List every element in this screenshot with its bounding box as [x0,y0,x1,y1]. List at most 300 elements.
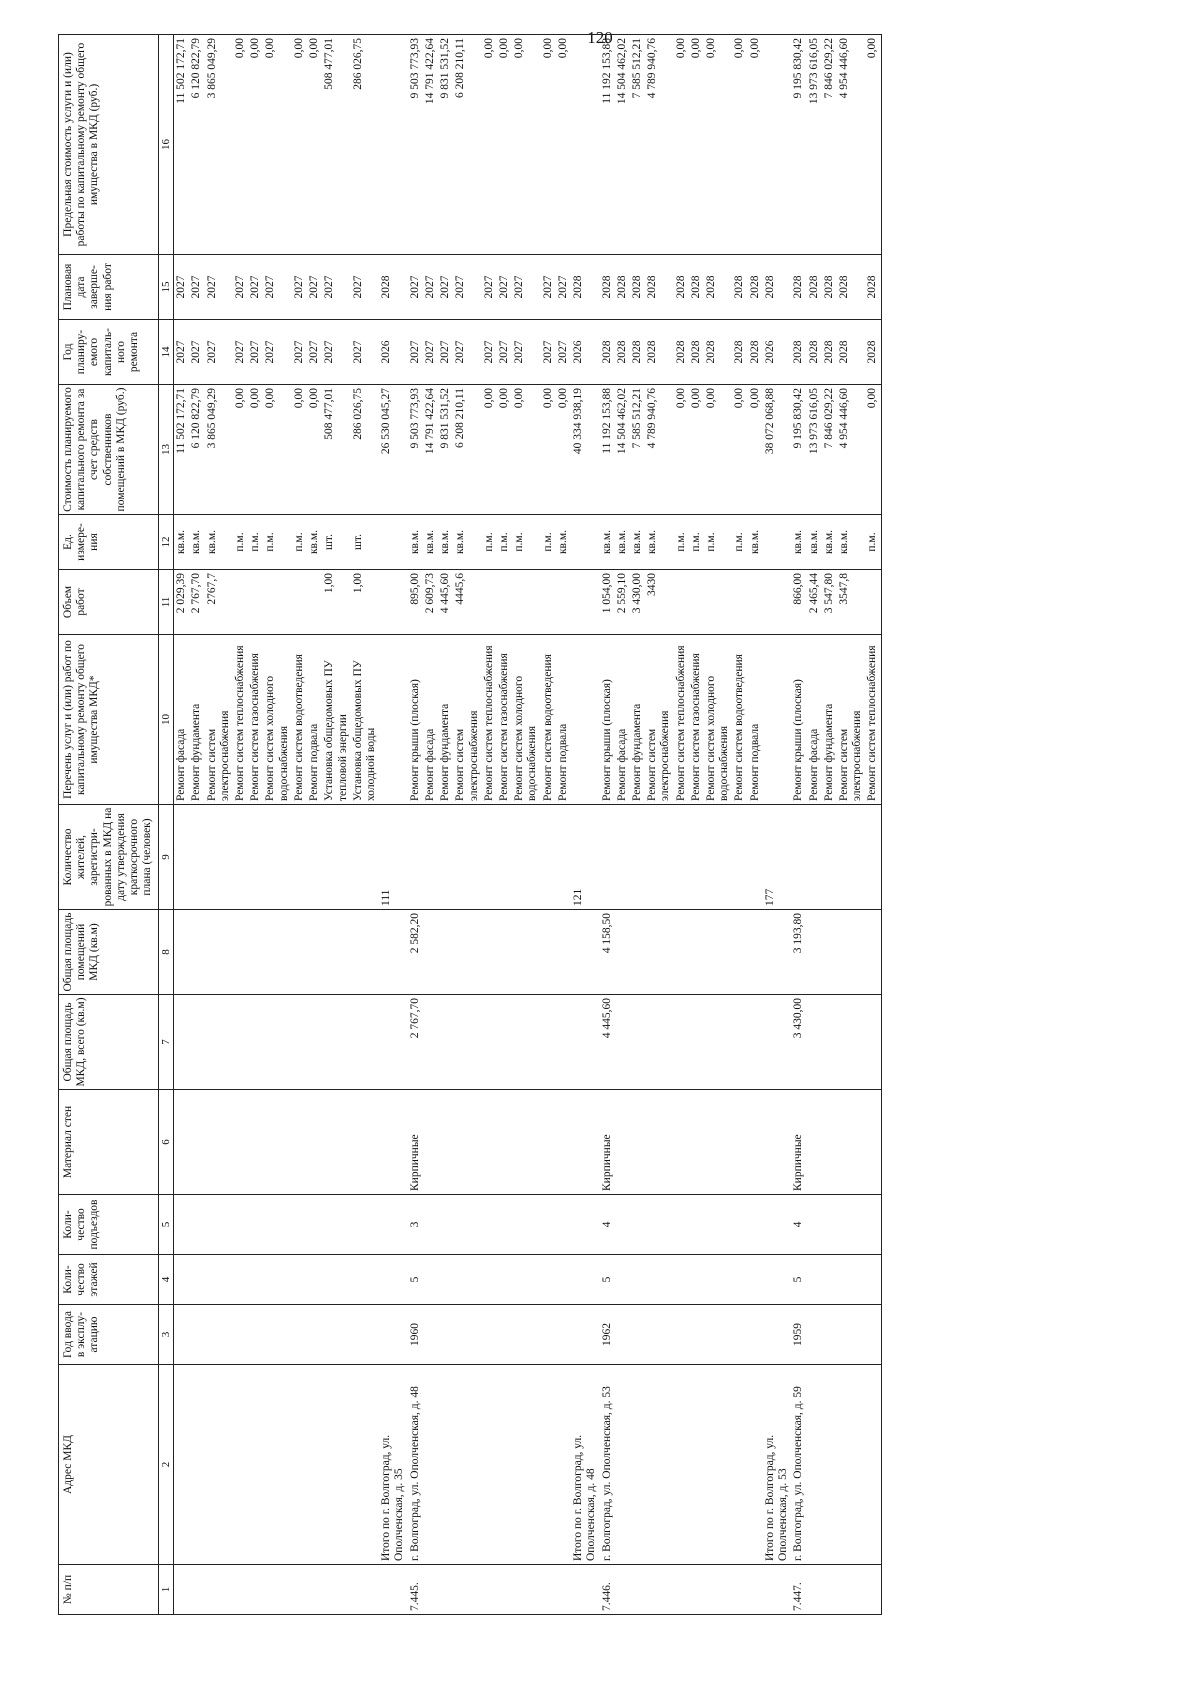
cell-col-12: кв.м. [408,515,423,570]
cell-col-1 [615,1565,630,1615]
cell-col-9 [704,805,732,910]
cell-col-10: Ремонт систем газоснабжения [497,635,512,805]
cell-col-10: Ремонт крыши (плоская) [791,635,806,805]
cell-col-2 [807,1365,822,1565]
cell-col-11: 3430 [645,570,673,635]
cell-col-14: 2028 [615,320,630,385]
column-number-8: 8 [158,910,174,995]
cell-col-8 [322,910,350,995]
cell-col-8 [748,910,763,995]
cell-col-7 [379,995,407,1090]
cell-col-7 [174,995,190,1090]
cell-col-16: 9 831 531,52 [438,35,453,255]
cell-col-9 [615,805,630,910]
cell-col-10: Ремонт фундамента [822,635,837,805]
cell-col-15: 2027 [408,255,423,320]
cell-col-1 [379,1565,407,1615]
cell-col-13: 9 195 830,42 [791,385,806,515]
cell-col-5 [497,1195,512,1255]
cell-col-3: 1959 [791,1305,806,1365]
cell-col-9 [541,805,556,910]
cell-col-11 [541,570,556,635]
cell-col-4 [322,1255,350,1305]
cell-col-11 [674,570,689,635]
cell-col-8 [292,910,307,995]
cell-col-2: г. Волгоград, ул. Ополченская, д. 48 [408,1365,423,1565]
cell-col-4 [482,1255,497,1305]
cell-col-10: Ремонт фасада [423,635,438,805]
cell-col-16: 11 192 153,88 [600,35,615,255]
cell-col-3 [807,1305,822,1365]
table-row [674,35,689,1615]
column-header-7: Общая площадь МКД, всего (кв.м) [59,995,159,1090]
cell-col-15: 2028 [704,255,732,320]
column-header-12: Ед. измере-ния [59,515,159,570]
cell-col-14: 2028 [837,320,865,385]
cell-col-8 [423,910,438,995]
cell-col-11: 2 559,10 [615,570,630,635]
column-number-5: 5 [158,1195,174,1255]
table-row [822,35,837,1615]
cell-col-7 [763,995,791,1090]
cell-col-1 [645,1565,673,1615]
cell-col-9 [791,805,806,910]
cell-col-12: шт. [351,515,379,570]
cell-col-1 [307,1565,322,1615]
cell-col-13: 6 120 822,79 [189,385,204,515]
page-number: 120 [587,28,613,47]
cell-col-13: 0,00 [497,385,512,515]
cell-col-4: 5 [600,1255,615,1305]
cell-col-9 [630,805,645,910]
cell-col-11: 4 445,60 [438,570,453,635]
cell-col-11 [556,570,571,635]
cell-col-12: кв.м. [600,515,615,570]
cell-col-3 [307,1305,322,1365]
cell-col-13: 3 865 049,29 [205,385,233,515]
cell-col-13: 0,00 [674,385,689,515]
cell-col-12: п.м. [541,515,556,570]
cell-col-8 [541,910,556,995]
cell-col-13: 0,00 [482,385,497,515]
column-header-15: Плановая дата заверше-ния работ [59,255,159,320]
cell-col-7 [189,995,204,1090]
cell-col-12: кв.м. [630,515,645,570]
cell-col-8 [732,910,747,995]
cell-col-16: 0,00 [556,35,571,255]
cell-col-4 [423,1255,438,1305]
cell-col-15: 2027 [512,255,540,320]
cell-col-4 [689,1255,704,1305]
cell-col-8 [438,910,453,995]
cell-col-6 [732,1090,747,1195]
cell-col-7: 3 430,00 [791,995,806,1090]
cell-col-3 [438,1305,453,1365]
cell-col-6 [674,1090,689,1195]
cell-col-13: 0,00 [556,385,571,515]
cell-col-7 [438,995,453,1090]
cell-col-13: 0,00 [748,385,763,515]
cell-col-12: кв.м. [645,515,673,570]
cell-col-10: Ремонт фундамента [630,635,645,805]
column-number-1: 1 [158,1565,174,1615]
cell-col-5 [423,1195,438,1255]
cell-col-16: 0,00 [307,35,322,255]
table-row [645,35,673,1615]
cell-col-13: 0,00 [248,385,263,515]
cell-col-7 [248,995,263,1090]
cell-col-5 [615,1195,630,1255]
cell-col-16: 7 846 029,22 [822,35,837,255]
cell-col-3 [571,1305,599,1365]
cell-col-9 [645,805,673,910]
table-row [615,35,630,1615]
cell-col-2 [837,1365,865,1565]
cell-col-1 [630,1565,645,1615]
cell-col-2 [645,1365,673,1565]
cell-col-9 [322,805,350,910]
cell-col-8 [379,910,407,995]
cell-col-11: 2 465,44 [807,570,822,635]
cell-col-13: 6 208 210,11 [453,385,481,515]
cell-col-11: 866,00 [791,570,806,635]
cell-col-3 [748,1305,763,1365]
cell-col-1 [482,1565,497,1615]
cell-col-6 [248,1090,263,1195]
cell-col-13: 26 530 045,27 [379,385,407,515]
cell-col-15: 2028 [645,255,673,320]
cell-col-14: 2028 [674,320,689,385]
cell-col-9 [189,805,204,910]
cell-col-12 [571,515,599,570]
cell-col-11 [512,570,540,635]
cell-col-12 [763,515,791,570]
cell-col-15: 2028 [600,255,615,320]
cell-col-5: 4 [791,1195,806,1255]
cell-col-10: Ремонт систем холодного водоснабжения [512,635,540,805]
table-row [438,35,453,1615]
column-number-16: 16 [158,35,174,255]
cell-col-11: 1,00 [322,570,350,635]
cell-col-16: 4 954 446,60 [837,35,865,255]
table-row [292,35,307,1615]
cell-col-16: 0,00 [865,35,881,255]
cell-col-1 [205,1565,233,1615]
cell-col-5 [174,1195,190,1255]
cell-col-4 [645,1255,673,1305]
cell-col-14: 2027 [174,320,190,385]
cell-col-12: шт. [322,515,350,570]
cell-col-5 [763,1195,791,1255]
cell-col-6 [822,1090,837,1195]
cell-col-12: п.м. [482,515,497,570]
cell-col-10: Ремонт систем водоотведения [292,635,307,805]
cell-col-9 [233,805,248,910]
cell-col-2 [233,1365,248,1565]
cell-col-16: 0,00 [248,35,263,255]
cell-col-1 [512,1565,540,1615]
cell-col-4 [704,1255,732,1305]
table-row [837,35,865,1615]
cell-col-15: 2027 [482,255,497,320]
table-row [732,35,747,1615]
cell-col-11 [307,570,322,635]
cell-col-9 [292,805,307,910]
cell-col-5 [822,1195,837,1255]
cell-col-10: Ремонт фундамента [438,635,453,805]
cell-col-4 [807,1255,822,1305]
cell-col-16: 0,00 [748,35,763,255]
cell-col-4 [512,1255,540,1305]
cell-col-3 [822,1305,837,1365]
cell-col-13: 0,00 [233,385,248,515]
cell-col-9: 177 [763,805,791,910]
cell-col-16: 6 120 822,79 [189,35,204,255]
cell-col-7 [822,995,837,1090]
cell-col-14: 2027 [482,320,497,385]
cell-col-16: 11 502 172,71 [174,35,190,255]
table-row [189,35,204,1615]
cell-col-1 [807,1565,822,1615]
cell-col-4 [189,1255,204,1305]
column-number-13: 13 [158,385,174,515]
cell-col-3 [674,1305,689,1365]
cell-col-10: Установка общедомовых ПУ тепловой энергии [322,635,350,805]
cell-col-8: 4 158,50 [600,910,615,995]
cell-col-5 [248,1195,263,1255]
cell-col-7 [322,995,350,1090]
cell-col-14: 2027 [292,320,307,385]
cell-col-7 [732,995,747,1090]
cell-col-12: кв.м. [837,515,865,570]
cell-col-7 [704,995,732,1090]
cell-col-2 [865,1365,881,1565]
cell-col-3 [865,1305,881,1365]
cell-col-8 [645,910,673,995]
cell-col-1 [248,1565,263,1615]
column-number-14: 14 [158,320,174,385]
cell-col-16: 13 973 616,05 [807,35,822,255]
cell-col-13: 0,00 [689,385,704,515]
cell-col-1 [423,1565,438,1615]
cell-col-1 [763,1565,791,1615]
cell-col-11 [263,570,291,635]
cell-col-5 [865,1195,881,1255]
cell-col-6 [205,1090,233,1195]
cell-col-6 [438,1090,453,1195]
cell-col-11 [497,570,512,635]
cell-col-2 [822,1365,837,1565]
cell-col-4 [453,1255,481,1305]
table-row [233,35,248,1615]
cell-col-9 [600,805,615,910]
cell-col-12: п.м. [292,515,307,570]
cell-col-10: Ремонт подвала [748,635,763,805]
column-header-11: Объем работ [59,570,159,635]
cell-col-13: 0,00 [732,385,747,515]
cell-col-11: 3547,8 [837,570,865,635]
cell-col-9 [497,805,512,910]
cell-col-4: 5 [408,1255,423,1305]
table-row [351,35,379,1615]
cell-col-5 [837,1195,865,1255]
cell-col-5: 3 [408,1195,423,1255]
column-number-15: 15 [158,255,174,320]
cell-col-14: 2028 [600,320,615,385]
cell-col-8 [174,910,190,995]
cell-col-8 [248,910,263,995]
cell-col-4 [379,1255,407,1305]
column-header-5: Коли-чество подъездов [59,1195,159,1255]
cell-col-14: 2027 [248,320,263,385]
column-number-row [158,35,174,1615]
cell-col-10: Ремонт систем водоотведения [732,635,747,805]
cell-col-9 [174,805,190,910]
cell-col-7 [615,995,630,1090]
cell-col-12: п.м. [248,515,263,570]
cell-col-3 [689,1305,704,1365]
cell-col-4 [174,1255,190,1305]
cell-col-7 [292,995,307,1090]
cell-col-2 [704,1365,732,1565]
cell-col-16: 6 208 210,11 [453,35,481,255]
cell-col-12: п.м. [689,515,704,570]
cell-col-7 [482,995,497,1090]
cell-col-2 [351,1365,379,1565]
cell-col-16: 14 504 462,02 [615,35,630,255]
cell-col-15: 2027 [174,255,190,320]
cell-col-5 [512,1195,540,1255]
cell-col-7 [512,995,540,1090]
cell-col-12: п.м. [704,515,732,570]
table-row [600,35,615,1615]
cell-col-12: кв.м. [807,515,822,570]
cell-col-14: 2027 [556,320,571,385]
cell-col-14: 2026 [571,320,599,385]
cell-col-6: Кирпичные [600,1090,615,1195]
cell-col-10: Ремонт фасада [174,635,190,805]
cell-col-8 [822,910,837,995]
table-row [556,35,571,1615]
cell-col-4 [674,1255,689,1305]
table-row [379,35,407,1615]
cell-col-8 [837,910,865,995]
cell-col-9 [732,805,747,910]
cell-col-3: 1960 [408,1305,423,1365]
cell-col-16 [763,35,791,255]
cell-col-11 [571,570,599,635]
column-header-8: Общая площадь помещений МКД (кв.м) [59,910,159,995]
table-row [174,35,190,1615]
cell-col-2 [541,1365,556,1565]
cell-col-13: 11 192 153,88 [600,385,615,515]
cell-col-4 [248,1255,263,1305]
cell-col-12: п.м. [233,515,248,570]
cell-col-15: 2027 [423,255,438,320]
cell-col-10: Ремонт систем электроснабжения [453,635,481,805]
cell-col-9 [748,805,763,910]
cell-col-6 [423,1090,438,1195]
cell-col-12: кв.м. [438,515,453,570]
cell-col-10 [763,635,791,805]
cell-col-10: Ремонт систем теплоснабжения [865,635,881,805]
cell-col-11 [748,570,763,635]
cell-col-15: 2027 [189,255,204,320]
cell-col-16: 0,00 [689,35,704,255]
cell-col-3 [704,1305,732,1365]
cell-col-13: 4 789 940,76 [645,385,673,515]
cell-col-10: Ремонт фасада [615,635,630,805]
cell-col-4 [865,1255,881,1305]
cell-col-6 [541,1090,556,1195]
cell-col-1 [497,1565,512,1615]
cell-col-1 [438,1565,453,1615]
cell-col-4 [307,1255,322,1305]
column-number-12: 12 [158,515,174,570]
cell-col-8 [263,910,291,995]
cell-col-6 [263,1090,291,1195]
cell-col-14: 2027 [263,320,291,385]
cell-col-10: Ремонт фундамента [189,635,204,805]
cell-col-13: 0,00 [292,385,307,515]
cell-col-5 [807,1195,822,1255]
cell-col-5: 4 [600,1195,615,1255]
cell-col-15: 2028 [807,255,822,320]
cell-col-2 [248,1365,263,1565]
cell-col-14: 2028 [732,320,747,385]
cell-col-14: 2026 [763,320,791,385]
cell-col-10: Ремонт подвала [556,635,571,805]
rotated-table-sheet [58,35,1143,1615]
cell-col-16: 0,00 [233,35,248,255]
cell-col-14: 2027 [351,320,379,385]
cell-col-5 [438,1195,453,1255]
cell-col-7 [645,995,673,1090]
cell-col-7 [837,995,865,1090]
cell-col-4 [732,1255,747,1305]
cell-col-1: 7.446. [600,1565,615,1615]
cell-col-12: кв.м. [791,515,806,570]
cell-col-1 [837,1565,865,1615]
cell-col-2 [732,1365,747,1565]
cell-col-3 [541,1305,556,1365]
cell-col-3: 1962 [600,1305,615,1365]
cell-col-1 [233,1565,248,1615]
cell-col-11 [689,570,704,635]
cell-col-4 [233,1255,248,1305]
cell-col-8 [351,910,379,995]
cell-col-5 [541,1195,556,1255]
cell-col-5 [205,1195,233,1255]
cell-col-10: Установка общедомовых ПУ холодной воды [351,635,379,805]
cell-col-6 [497,1090,512,1195]
cell-col-1 [541,1565,556,1615]
cell-col-14: 2028 [704,320,732,385]
cell-col-8 [205,910,233,995]
cell-col-13: 4 954 446,60 [837,385,865,515]
cell-col-1: 7.447. [791,1565,806,1615]
cell-col-11: 2 609,73 [423,570,438,635]
cell-col-12: кв.м. [822,515,837,570]
cell-col-7 [351,995,379,1090]
cell-col-11 [292,570,307,635]
cell-col-4 [837,1255,865,1305]
cell-col-1 [351,1565,379,1615]
cell-col-10: Ремонт подвала [307,635,322,805]
cell-col-6 [630,1090,645,1195]
cell-col-1 [292,1565,307,1615]
cell-col-13: 508 477,01 [322,385,350,515]
